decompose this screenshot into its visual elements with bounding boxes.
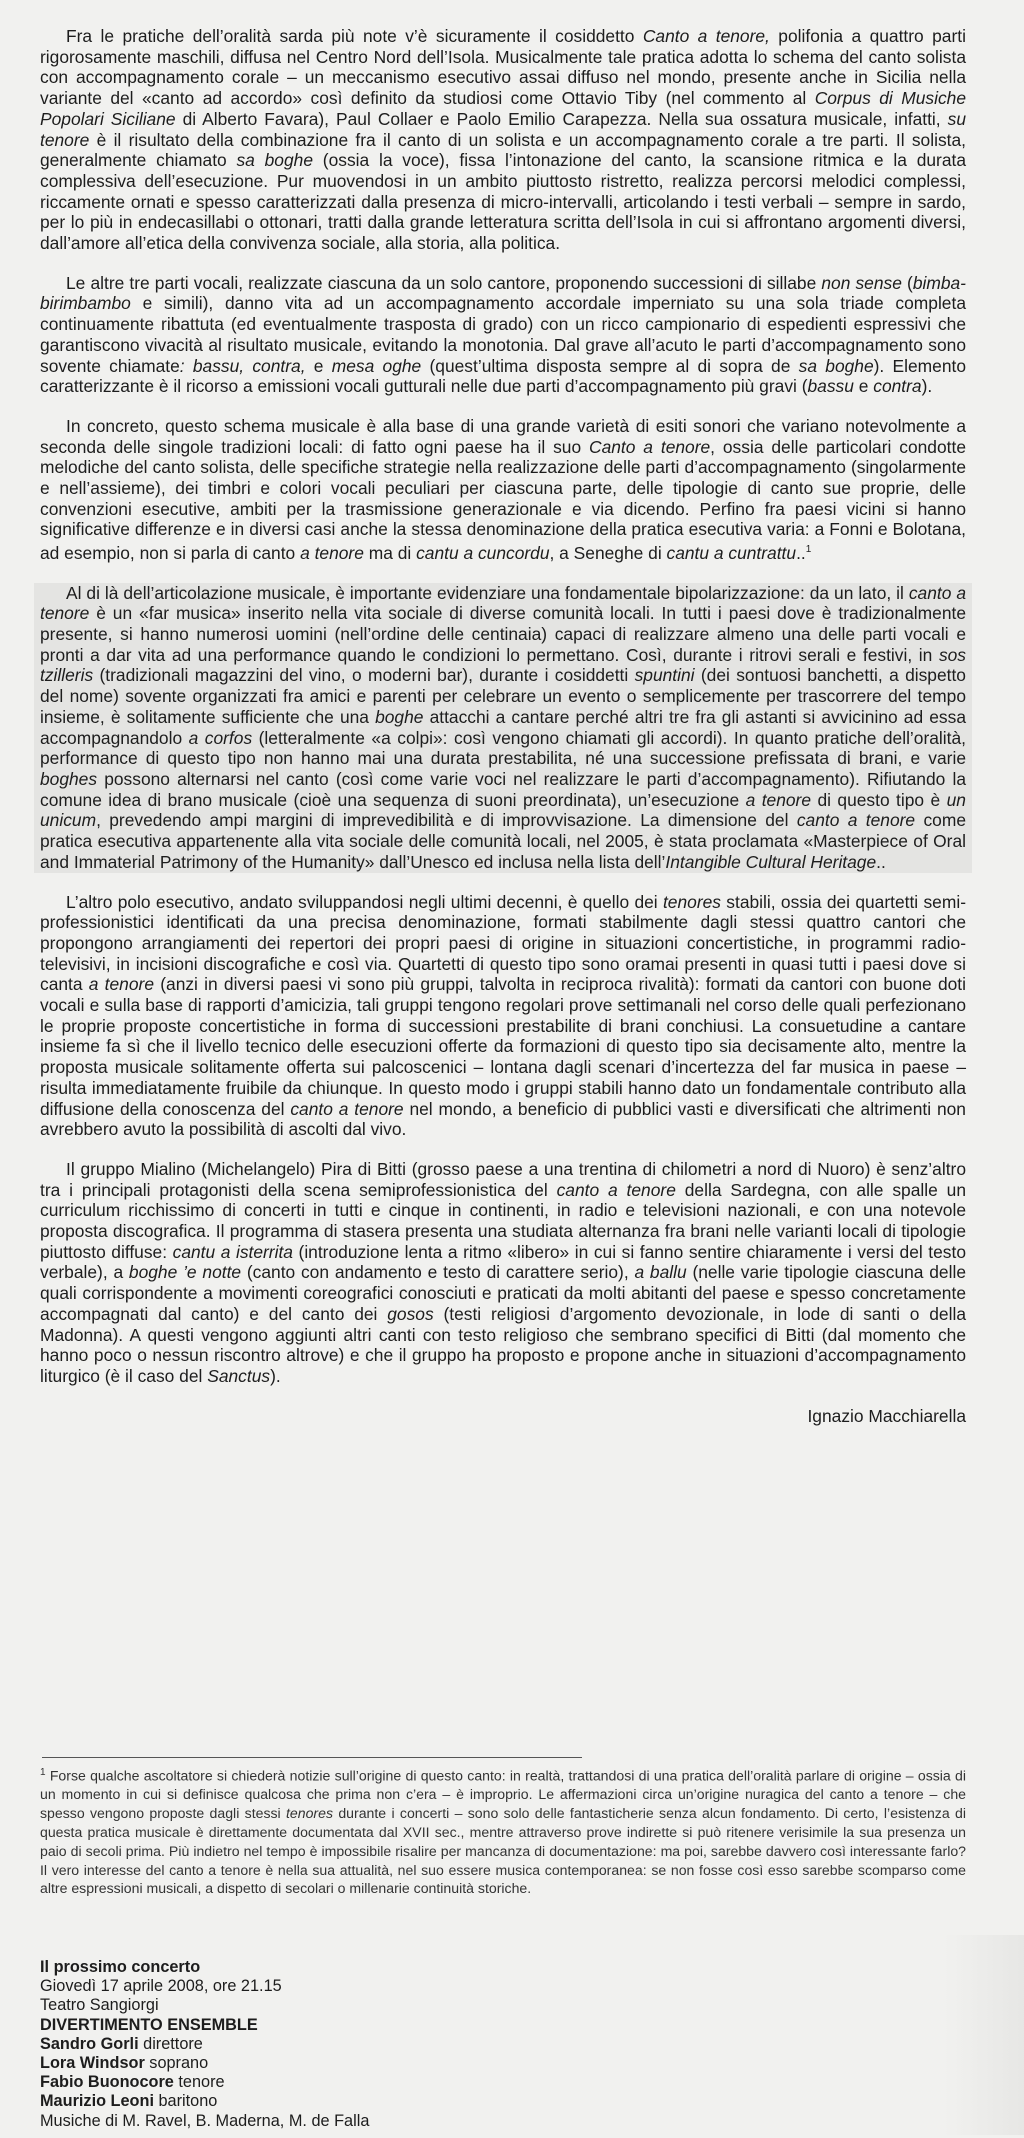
paragraph-3: In concreto, questo schema musicale è alla base di una grande varietà di esiti sonori che variano notevolmente a seconda delle singole tradizioni locali: di fatto ogni paese ha il suo Canto a tenore, ossia delle particolari condotte melodiche del canto solista, delle specifiche strategie nella realizzazione delle parti d’accompagnamento (singolarmente e nell’assieme), dei timbri e colori vocali peculiari per ciascuna parte, delle tipologie di canto sue proprie, delle convenzioni esecutive, ambiti per la trasmissione generazionale e via dicendo. Perfino fra paesi vicini si hanno significative differenze e in diversi casi anche la stessa denominazione della pratica esecutiva varia: a Fonni e Bolotana, ad esempio, non si parla di canto a tenore ma di cantu a cuncordu, a Seneghe di cantu a cuntrattu..$^1$ [40, 415, 966, 563]
paragraph-5: L’altro polo esecutivo, andato sviluppandosi negli ultimi decenni, è quello dei tenores stabili, ossia dei quartetti semi-professionistici identificati da una precisa denominazione, formati stabilmente dagli stessi quattro cantori che propongono arrangiamenti dei repertori dei propri paesi di origine in situazioni concertistiche, in programmi radio-televisivi, in incisioni discografiche e così via. Quartetti di questo tipo sono oramai presenti in quasi tutti i paesi dove si canta a tenore (anzi in diversi paesi vi sono più gruppi, talvolta in reciproca rivalità): formati da cantori con buone doti vocali e sulla base di rapporti d’amicizia, tali gruppi tengono regolari prove settimanali nel corso delle quali perfezionano le proprie proposte concertistiche in forma di successioni prestabilite di brani conchiusi. La consuetudine a cantare insieme fa sì che il livello tecnico delle esecuzioni offerte da formazioni di questo tipo sia decisamente alto, mentre la proposta musicale solitamente offerta sui palcoscenici – lontana dagli scenari d’incertezza del far musica in paese – risulta immediatamente fruibile da chiunque. In questo modo i gruppi stabili hanno dato un fondamentale contributo alla diffusione della conoscenza del canto a tenore nel mondo, a beneficio di pubblici vasti e diversificati che altrimenti non avrebbero avuto la possibilità di ascolti dal vivo. [40, 891, 966, 1140]
footnote-ref[interactable]: 1 [805, 544, 812, 556]
paragraph-4: Al di là dell’articolazione musicale, è importante evidenziare una fondamentale bipolarizzazione: da un lato, il canto a tenore è un «far musica» inserito nella vita sociale di diverse comunità locali. In tutti i paesi dove è tradizionalmente presente, si hanno numerosi uomini (nell’ordine delle centinaia) capaci di realizzare almeno una delle parti vocali e pronti a dar vita ad una performance quando le condizioni lo permettano. Così, durante i ritrovi serali e festivi, in sos tzilleris (tradizionali magazzini del vino, o moderni bar), durante i cosiddetti spuntini (dei sontuosi banchetti, a dispetto del nome) sovente organizzati fra amici e parenti per celebrare un evento o semplicemente per trascorrere del tempo insieme, è solitamente sufficiente che una boghe attacchi a cantare perché altri tre fra gli astanti si avvicinino ad essa accompagnandolo a corfos (letteralmente «a colpi»: così vengono chiamati gli accordi). In quanto pratiche dell’oralità, performance di questo tipo non hanno mai una durata prestabilita, né una successione prefissata di brani, e varie boghes possono alternarsi nel canto (così come varie voci nel realizzare le parti d’accompagnamento). Rifiutando la comune idea di brano musicale (cioè una sequenza di suoni preordinata), un’esecuzione a tenore di questo tipo è un unicum, prevedendo ampi margini di imprevedibilità e di improvvisazione. La dimensione del canto a tenore come pratica esecutiva appartenente alla vita sociale delle comunità locali, nel 2005, è stata proclamata «Masterpiece of Oral and Immaterial Patrimony of the Humanity» dall’Unesco ed inclusa nella lista dell’Intangible Cultural Heritage.. [34, 583, 972, 873]
next-concert-ensemble: DIVERTIMENTO ENSEMBLE [40, 2015, 258, 2034]
next-concert-date: Giovedì 17 aprile 2008, ore 21.15 [40, 1977, 282, 1996]
performer-line: Fabio Buonocore tenore [40, 2073, 225, 2092]
article-body [40, 26, 966, 1426]
footnote-divider [42, 1757, 582, 1758]
footnote-marker: 1 [40, 1767, 46, 1778]
next-concert-program: Musiche di M. Ravel, B. Maderna, M. de Falla [40, 2111, 370, 2130]
scan-shadow [944, 1935, 1024, 2135]
next-concert-heading: Il prossimo concerto [40, 1958, 201, 1976]
paragraph-2: Le altre tre parti vocali, realizzate ciascuna da un solo cantore, proponendo successioni di sillabe non sense (bimba-birimbambo e simili), danno vita ad un accompagnamento accordale imperniato su una sola triade completa continuamente ribattuta (ed eventualmente trasposta di grado) con un ricco campionario di espedienti espressivi che garantiscono vivacità al risultato musicale, evitando la monotonia. Dal grave all’acuto le parti d’accompagnamento sono sovente chiamate: bassu, contra, e mesa oghe (quest’ultima disposta sempre al di sopra de sa boghe). Elemento caratterizzante è il ricorso a emissioni vocali gutturali nelle due parti d’accompagnamento più gravi (bassu e contra). [40, 272, 966, 397]
performer-line: Maurizio Leoni baritono [40, 2092, 218, 2111]
author-signature: Ignazio Macchiarella [807, 1405, 966, 1426]
footnote: $^1$ Forse qualche ascoltatore si chiederà notizie sull’origine di questo canto: in realtà, trattandosi di una pratica dell’oralità parlare di origine – ossia di un momento in cui si definisce qualcosa che prima non c’era – è improprio. Le affermazioni circa un’origine nuragica del canto a tenore – che spesso vengono proposte dagli stessi tenores durante i concerti – sono solo delle fantasticherie senza alcun fondamento. Di certo, l’esistenza di questa pratica musicale è direttamente documentata dal XVII sec., mentre attraverso prove indirette si può ritenere verisimile la sua presenza un paio di secoli prima. Più indietro nel tempo è impossibile risalire per mancanza di documentazione: ma poi, sarebbe davvero così interessante farlo? Il vero interesse del canto a tenore è nella sua attualità, nel suo essere musica contemporanea: se non fosse così esso sarebbe scomparso come altre espressioni musicali, a dispetto di secolari o millenarie continuità storiche. [40, 1767, 966, 1897]
performer-line: Sandro Gorli direttore [40, 2034, 203, 2053]
paragraph-1: Fra le pratiche dell’oralità sarda più note v’è sicuramente il cosiddetto Canto a tenore, polifonia a quattro parti rigorosamente maschili, diffusa nel Centro Nord dell’Isola. Musicalmente tale pratica adotta lo schema del canto solista con accompagnamento corale – un meccanismo esecutivo assai diffuso nel mondo, presente anche in Sicilia nella variante del «canto ad accordo» così definito da studiosi come Ottavio Tiby (nel commento al Corpus di Musiche Popolari Siciliane di Alberto Favara), Paul Collaer e Paolo Emilio Carapezza. Nella sua ossatura musicale, infatti, su tenore è il risultato della combinazione fra il canto di un solista e un accompagnamento corale a tre parti. Il solista, generalmente chiamato sa boghe (ossia la voce), fissa l’intonazione del canto, la scansione ritmica e la durata complessiva dell’esecuzione. Pur muovendosi in un ambito piuttosto ristretto, realizza percorsi melodici complessi, riccamente ornati e spesso caratterizzati dalla presenza di micro-intervalli, articolando i testi verbali – sempre in sardo, per lo più in endecasillabi o ottonari, tratti dalla grande letteratura scritta dell’Isola in cui si affrontano argomenti diversi, dall’amore all’etica della convivenza sociale, alla storia, alla politica. [40, 26, 967, 254]
next-concert-venue: Teatro Sangiorgi [40, 1996, 159, 2015]
next-concert-info [40, 1958, 640, 2131]
paragraph-6: Il gruppo Mialino (Michelangelo) Pira di Bitti (grosso paese a una trentina di chilometri a nord di Nuoro) è senz’altro tra i principali protagonisti della scena semiprofessionistica del canto a tenore della Sardegna, con alle spalle un curriculum ricchissimo di concerti in tutti e cinque in continenti, in radio e televisioni nazionali, e con una notevole proposta discografica. Il programma di stasera presenta una studiata alternanza fra brani nelle varianti locali di tipologie piuttosto diffuse: cantu a isterrita (introduzione lenta a ritmo «libero» in cui si fanno sentire chiaramente i versi del testo verbale), a boghe ’e notte (canto con andamento e testo di carattere serio), a ballu (nelle varie tipologie ciascuna delle quali corrispondente a movimenti coreografici conosciuti e praticati da molti abitanti del paese e spesso concretamente accompagnati dal canto) e del canto dei gosos (testi religiosi d’argomento devozionale, in lode di santi o della Madonna). A questi vengono aggiunti altri canti con testo religioso che sembrano specifici di Bitti (dal momento che hanno poco o nessun riscontro altrove) e che il gruppo ha proposto e propone anche in situazioni d’accompagnamento liturgico (è il caso del Sanctus). [40, 1158, 967, 1386]
performer-line: Lora Windsor soprano [40, 2054, 209, 2073]
